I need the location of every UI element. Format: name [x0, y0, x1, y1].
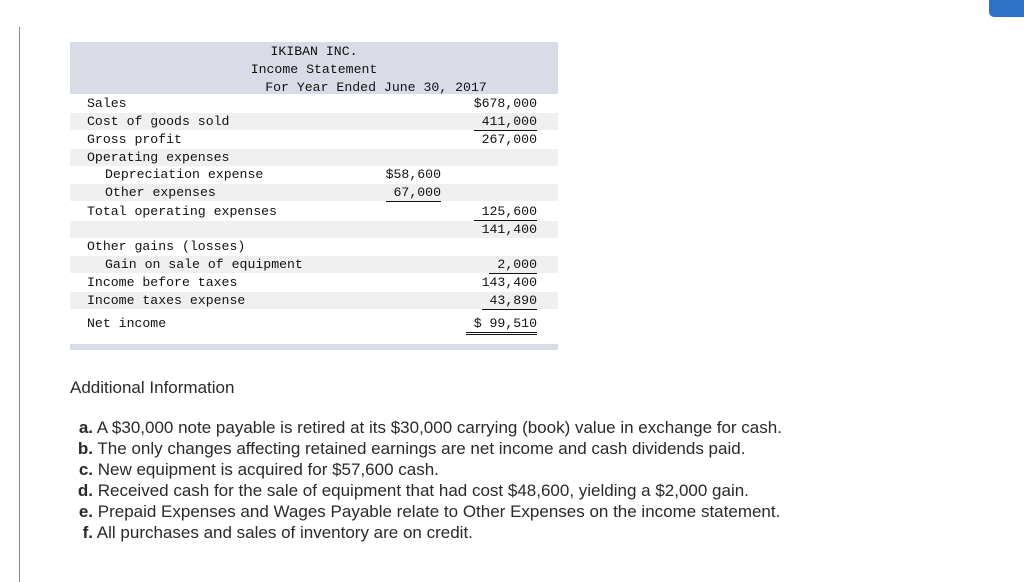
- statement-period: For Year Ended June 30, 2017: [265, 80, 487, 95]
- info-item-a: [70, 417, 782, 438]
- row-label: Net income: [87, 316, 167, 331]
- row-label: Gain on sale of equipment: [105, 257, 303, 272]
- row-label: Income taxes expense: [87, 293, 246, 308]
- row-other-expenses: [70, 184, 558, 201]
- row-amount-inner: $58,600: [385, 167, 441, 182]
- item-letter: a.: [78, 418, 93, 437]
- left-border-line: [19, 27, 20, 582]
- row-amount: 125,600: [474, 203, 537, 221]
- row-operating-income: [70, 221, 558, 238]
- row-label: Cost of goods sold: [87, 114, 230, 129]
- row-income-before-taxes: [70, 274, 558, 291]
- row-label: Operating expenses: [87, 150, 230, 165]
- info-item-b: [70, 438, 745, 459]
- item-text: Prepaid Expenses and Wages Payable relate to Other Expenses on the income statement.: [97, 502, 781, 521]
- item-text: All purchases and sales of inventory are on credit.: [96, 523, 473, 542]
- row-label: Other gains (losses): [87, 239, 246, 254]
- item-letter: d.: [77, 481, 93, 500]
- row-label: Sales: [87, 96, 127, 111]
- item-text: New equipment is acquired for $57,600 cash.: [97, 460, 439, 479]
- row-label: Total operating expenses: [87, 204, 277, 219]
- item-text: Received cash for the sale of equipment that had cost $48,600, yielding a $2,000 gain.: [97, 481, 749, 500]
- company-name: IKIBAN INC.: [270, 44, 358, 59]
- row-amount: 267,000: [481, 132, 537, 147]
- item-letter: c.: [78, 460, 93, 479]
- row-label: Gross profit: [87, 132, 182, 147]
- row-sales: [70, 95, 558, 112]
- row-label: Income before taxes: [87, 275, 238, 290]
- row-amount: $678,000: [473, 96, 537, 111]
- row-label: Depreciation expense: [105, 167, 264, 182]
- row-net-income: [70, 315, 558, 332]
- info-item-f: [70, 522, 473, 543]
- row-gross-profit: [70, 131, 558, 148]
- income-statement-table: [70, 42, 558, 350]
- info-item-d: [70, 480, 749, 501]
- info-item-e: [70, 501, 780, 522]
- row-amount: 141,400: [481, 222, 537, 237]
- row-cogs: [70, 113, 558, 130]
- row-other-gains: [70, 238, 558, 255]
- statement-title: Income Statement: [250, 62, 378, 77]
- item-letter: e.: [78, 502, 93, 521]
- statement-footer: [70, 344, 558, 350]
- row-amount: 2,000: [489, 256, 537, 274]
- row-amount: $ 99,510: [466, 315, 537, 335]
- item-letter: f.: [82, 523, 93, 542]
- additional-title: Additional Information: [70, 378, 235, 397]
- row-depreciation: [70, 166, 558, 183]
- row-income-taxes: [70, 292, 558, 309]
- row-amount: 411,000: [474, 113, 537, 131]
- row-label: Other expenses: [105, 185, 216, 200]
- row-operating-expenses: [70, 149, 558, 166]
- row-gain-on-sale: [70, 256, 558, 273]
- item-text: A $30,000 note payable is retired at its $30,000 carrying (book) value in exchange for cash.: [96, 418, 782, 437]
- info-item-c: [70, 459, 439, 480]
- corner-button[interactable]: [989, 0, 1024, 17]
- row-amount-inner: 67,000: [386, 184, 441, 202]
- row-amount: 43,890: [482, 292, 537, 310]
- row-total-operating-expenses: [70, 203, 558, 220]
- row-amount: 143,400: [481, 275, 537, 290]
- item-letter: b.: [77, 439, 93, 458]
- item-text: The only changes affecting retained earnings are net income and cash dividends paid.: [97, 439, 746, 458]
